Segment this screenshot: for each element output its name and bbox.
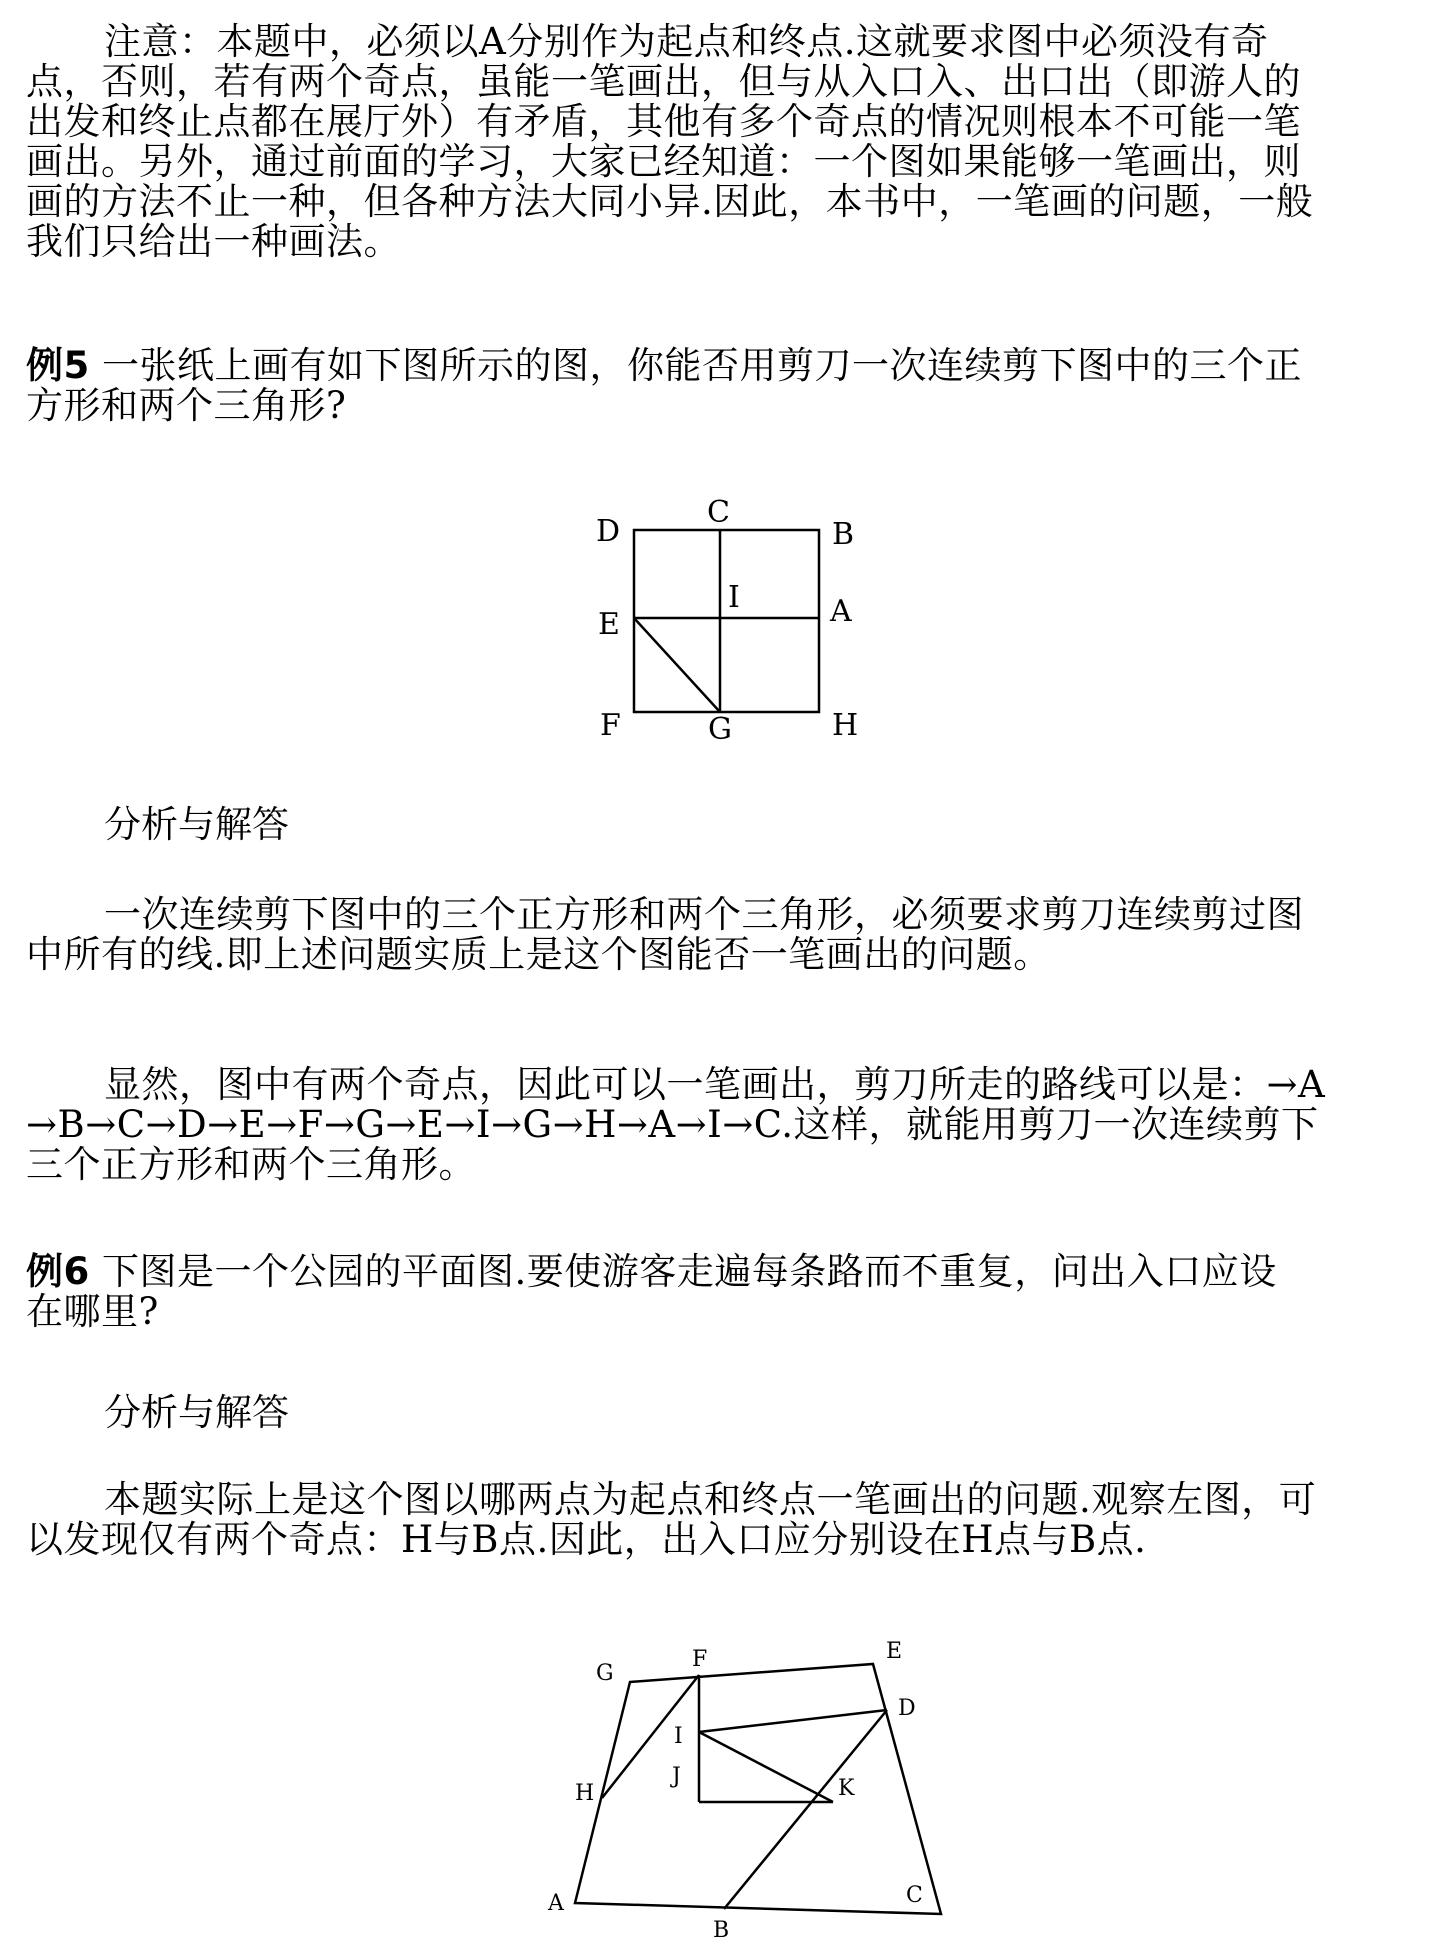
figure-2-label-F: F xyxy=(692,1647,708,1672)
paragraph-analysis-6 xyxy=(26,1480,1426,1560)
figure-2-label-D: D xyxy=(898,1696,916,1721)
figure-2-path-HF xyxy=(602,1675,699,1798)
figure-2-label-K: K xyxy=(838,1776,855,1801)
figure-1-label-C: C xyxy=(707,495,730,530)
text-line: 点，否则，若有两个奇点，虽能一笔画出，但与从入口入、出口出（即游人的 xyxy=(26,60,1301,103)
paragraph-analysis-5b xyxy=(26,1065,1426,1185)
figure-2-label-I: I xyxy=(674,1724,683,1749)
figure-1-label-I: I xyxy=(728,580,740,615)
figure-2-label-C: C xyxy=(906,1883,923,1908)
text-line: 显然，图中有两个奇点，因此可以一笔画出，剪刀所走的路线可以是：→A xyxy=(104,1063,1326,1106)
figure-1-label-G: G xyxy=(708,712,732,747)
text-line: 出发和终止点都在展厅外）有矛盾，其他有多个奇点的情况则根本不可能一笔 xyxy=(26,100,1301,143)
example-6-question xyxy=(26,1252,1426,1332)
paragraph-note xyxy=(26,22,1426,262)
figure-2-outer-boundary xyxy=(575,1664,941,1914)
text-line: 方形和两个三角形? xyxy=(26,384,347,427)
text-line: 三个正方形和两个三角形。 xyxy=(26,1143,476,1186)
analysis-heading-1: 分析与解答 xyxy=(104,803,289,846)
figure-2-label-J: J xyxy=(672,1764,681,1789)
text-line: 在哪里? xyxy=(26,1290,159,1333)
figure-1-label-E: E xyxy=(598,607,620,642)
figure-2-path-IK xyxy=(699,1732,833,1802)
text-line: 一次连续剪下图中的三个正方形和两个三角形，必须要求剪刀连续剪过图 xyxy=(104,893,1304,936)
figure-1-label-D: D xyxy=(596,514,621,549)
figure-2-label-H: H xyxy=(575,1781,595,1806)
text-line: 注意：本题中，必须以A分别作为起点和终点.这就要求图中必须没有奇 xyxy=(104,20,1269,63)
figure-2-path-ID xyxy=(699,1710,887,1732)
figure-2-label-G: G xyxy=(596,1661,614,1686)
example-6-label: 例6 xyxy=(26,1250,90,1293)
figure-1-label-H: H xyxy=(832,708,859,743)
figure-1-label-F: F xyxy=(600,708,621,743)
text-line: 中所有的线.即上述问题实质上是这个图能否一笔画出的问题。 xyxy=(26,933,1051,976)
figure-2-label-A: A xyxy=(548,1891,564,1916)
analysis-heading-2: 分析与解答 xyxy=(104,1391,289,1434)
figure-2-label-B: B xyxy=(713,1918,730,1943)
figure-2-path-DB xyxy=(724,1710,887,1909)
figure-1-label-A: A xyxy=(830,594,852,629)
text-line: 以发现仅有两个奇点：H与B点.因此，出入口应分别设在H点与B点. xyxy=(26,1518,1147,1561)
text-line: →B→C→D→E→F→G→E→I→G→H→A→I→C.这样，就能用剪刀一次连续剪下 xyxy=(26,1103,1319,1146)
text-line: 本题实际上是这个图以哪两点为起点和终点一笔画出的问题.观察左图，可 xyxy=(104,1478,1317,1521)
figure-1-label-B: B xyxy=(832,517,855,552)
figure-1-line-EG xyxy=(634,618,720,712)
text-line: 一张纸上画有如下图所示的图，你能否用剪刀一次连续剪下图中的三个正 xyxy=(89,344,1303,387)
paragraph-analysis-5a xyxy=(26,895,1426,975)
text-line: 画出。另外，通过前面的学习，大家已经知道：一个图如果能够一笔画出，则 xyxy=(26,140,1301,183)
text-line: 下图是一个公园的平面图.要使游客走遍每条路而不重复，问出入口应设 xyxy=(89,1250,1277,1293)
figure-2-label-E: E xyxy=(886,1639,903,1664)
figure-1-outer-square xyxy=(634,530,819,712)
text-line: 画的方法不止一种，但各种方法大同小异.因此，本书中，一笔画的问题，一般 xyxy=(26,180,1314,223)
example-5-question xyxy=(26,346,1426,426)
example-5-label: 例5 xyxy=(26,344,90,387)
text-line: 我们只给出一种画法。 xyxy=(26,220,401,263)
